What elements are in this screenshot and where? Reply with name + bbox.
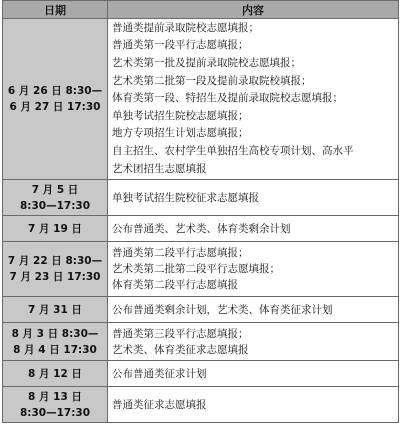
schedule-table [2, 0, 399, 423]
content-cell [108, 387, 399, 423]
date-column-header: 日期 [3, 1, 108, 19]
schedule-table-container [2, 0, 398, 423]
date-line: 6 月 27 日 17:30 [9, 101, 101, 113]
date-cell [3, 180, 108, 216]
date-cell [3, 361, 108, 387]
table-row [3, 180, 399, 216]
table-header-row [3, 1, 399, 19]
content-line: 普通类第二段平行志愿填报； [112, 247, 249, 259]
content-line: 普通类提前录取院校志愿填报； [112, 21, 259, 34]
content-line: 地方专项招生计划志愿填报； [112, 127, 249, 140]
content-line: 体育类第二段平行志愿填报 [112, 279, 238, 291]
content-line: 艺术团招生志愿填报 [112, 162, 207, 175]
content-cell [108, 216, 399, 242]
content-cell [108, 19, 399, 180]
content-line: 单独考试招生院校志愿填报； [112, 109, 249, 122]
date-line: 8 月 4 日 17:30 [13, 343, 97, 356]
content-line: 自主招生、农村学生单独招生高校专项计划、高水平 [112, 144, 354, 157]
date-line: 8 月 12 日 [28, 367, 82, 380]
date-cell [3, 216, 108, 242]
content-line: 艺术类第一批及提前录取院校志愿填报； [112, 57, 301, 70]
table-row [3, 297, 399, 323]
date-cell [3, 323, 108, 361]
content-line: 艺术类、体育类征求志愿填报 [112, 343, 249, 356]
table-row [3, 361, 399, 387]
table-row [3, 242, 399, 297]
content-line: 公布普通类、艺术类、体育类剩余计划 [112, 222, 291, 235]
date-cell [3, 297, 108, 323]
table-row [3, 19, 399, 180]
date-line: 7 月 23 日 17:30 [9, 271, 101, 283]
content-line: 艺术类第二批第一段及提前录取院校填报； [112, 74, 312, 87]
date-line: 8 月 13 日 [28, 390, 82, 403]
content-cell [108, 180, 399, 216]
date-line: 8 月 3 日 8:30— [11, 327, 99, 340]
content-line: 单独考试招生院校征求志愿填报 [112, 191, 259, 204]
table-row [3, 387, 399, 423]
date-cell [3, 19, 108, 180]
content-line: 普通类第三段平行志愿填报； [112, 327, 249, 340]
content-line: 公布普通类剩余计划，艺术类、体育类征求计划 [112, 303, 333, 316]
table-row [3, 216, 399, 242]
content-line: 普通类第一段平行志愿填报； [112, 39, 249, 52]
content-cell [108, 297, 399, 323]
content-cell [108, 361, 399, 387]
date-line: 8:30—17:30 [19, 199, 91, 212]
content-cell [108, 242, 399, 297]
date-line: 7 月 22 日 8:30— [7, 255, 103, 267]
content-line: 体育类第一段、特招生及提前录取院校志愿填报； [112, 92, 343, 105]
date-line: 6 月 26 日 8:30— [7, 85, 103, 97]
content-cell [108, 323, 399, 361]
content-column-header: 内容 [108, 1, 399, 19]
date-line: 7 月 5 日 [31, 183, 79, 196]
date-cell [3, 242, 108, 297]
date-cell [3, 387, 108, 423]
content-line: 普通类征求志愿填报 [112, 398, 207, 411]
date-line: 8:30—17:30 [19, 406, 91, 419]
content-line: 艺术类第二批第二段平行志愿填报； [112, 263, 280, 275]
content-line: 公布普通类征求计划 [112, 367, 207, 380]
table-row [3, 323, 399, 361]
date-line: 7 月 31 日 [28, 303, 82, 316]
date-line: 7 月 19 日 [28, 222, 82, 235]
